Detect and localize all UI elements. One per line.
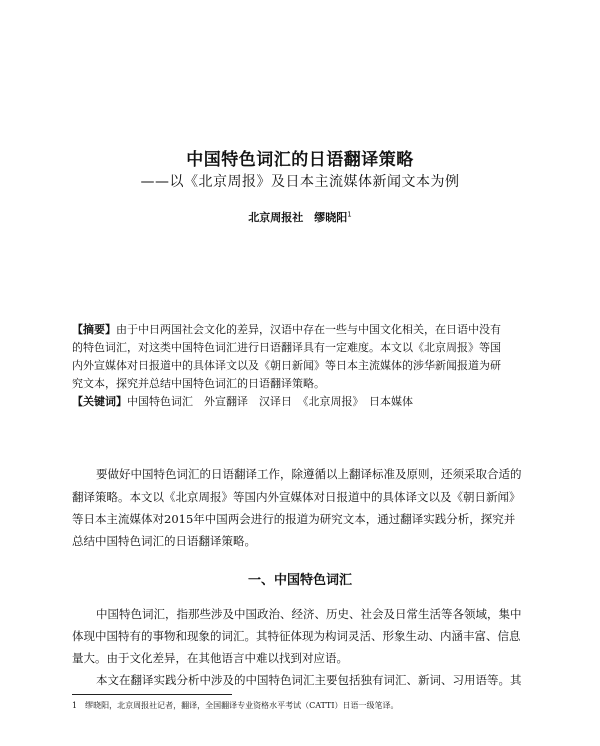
author-names: 北京周报社 缪晓阳 — [248, 211, 348, 224]
abstract-line-3: 内外宣媒体对日报道中的具体译文以及《朝日新闻》等日本主流媒体的涉华新闻报道为研 — [72, 359, 501, 372]
section-1-heading: 一、中国特色词汇 — [247, 573, 352, 588]
section-1-line-2: 体现中国特有的事物和现象的词汇。其特征体现为构词灵活、形象生动、内涵丰富、信息 — [72, 629, 521, 643]
intro-line-3: 等日本主流媒体对2015年中国两会进行的报道为研究文本，通过翻译实践分析，探究并 — [72, 512, 516, 526]
abstract-label: 【摘要】 — [72, 323, 116, 336]
keywords-line — [72, 394, 413, 409]
footnote-divider — [72, 694, 232, 695]
keywords-text: 中国特色词汇 外宣翻译 汉译日 《北京周报》 日本媒体 — [127, 395, 413, 408]
section-1-line-4: 本文在翻译实践分析中涉及的中国特色词汇主要包括独有词汇、新词、习用语等。其 — [96, 673, 522, 687]
abstract-line-4: 究文本，探究并总结中国特色词汇的日语翻译策略。 — [72, 377, 325, 390]
paper-title: 中国特色词汇的日语翻译策略 — [186, 150, 414, 170]
intro-line-2: 翻译策略。本文以《北京周报》等国内外宣媒体对日报道中的具体译文以及《朝日新闻》 — [72, 490, 521, 504]
author-footnote-mark: 1 — [347, 210, 352, 219]
paper-subtitle: ——以《北京周报》及日本主流媒体新闻文本为例 — [140, 174, 460, 190]
section-1-line-1: 中国特色词汇，指那些涉及中国政治、经济、历史、社会及日常生活等各领域，集中 — [96, 607, 522, 621]
keywords-label: 【关键词】 — [72, 395, 127, 408]
abstract-line-1 — [72, 322, 501, 337]
abstract-line-2: 的特色词汇，对这类中国特色词汇进行日语翻译具有一定难度。本文以《北京周报》等国 — [72, 341, 501, 354]
abstract-text-1: 由于中日两国社会文化的差异，汉语中存在一些与中国文化相关，在日语中没有 — [116, 323, 501, 336]
intro-line-4: 总结中国特色词汇的日语翻译策略。 — [72, 534, 256, 548]
author-line — [0, 209, 600, 225]
section-1-line-3: 量大。由于文化差异，在其他语言中难以找到对应语。 — [72, 651, 348, 665]
intro-line-1: 要做好中国特色词汇的日语翻译工作，除遵循以上翻译标准及原则，还须采取合适的 — [96, 467, 522, 481]
footnote: 1 缪晓阳，北京周报社记者，翻译，全国翻译专业资格水平考试（CATTI）日语一级笔译。 — [72, 701, 399, 710]
